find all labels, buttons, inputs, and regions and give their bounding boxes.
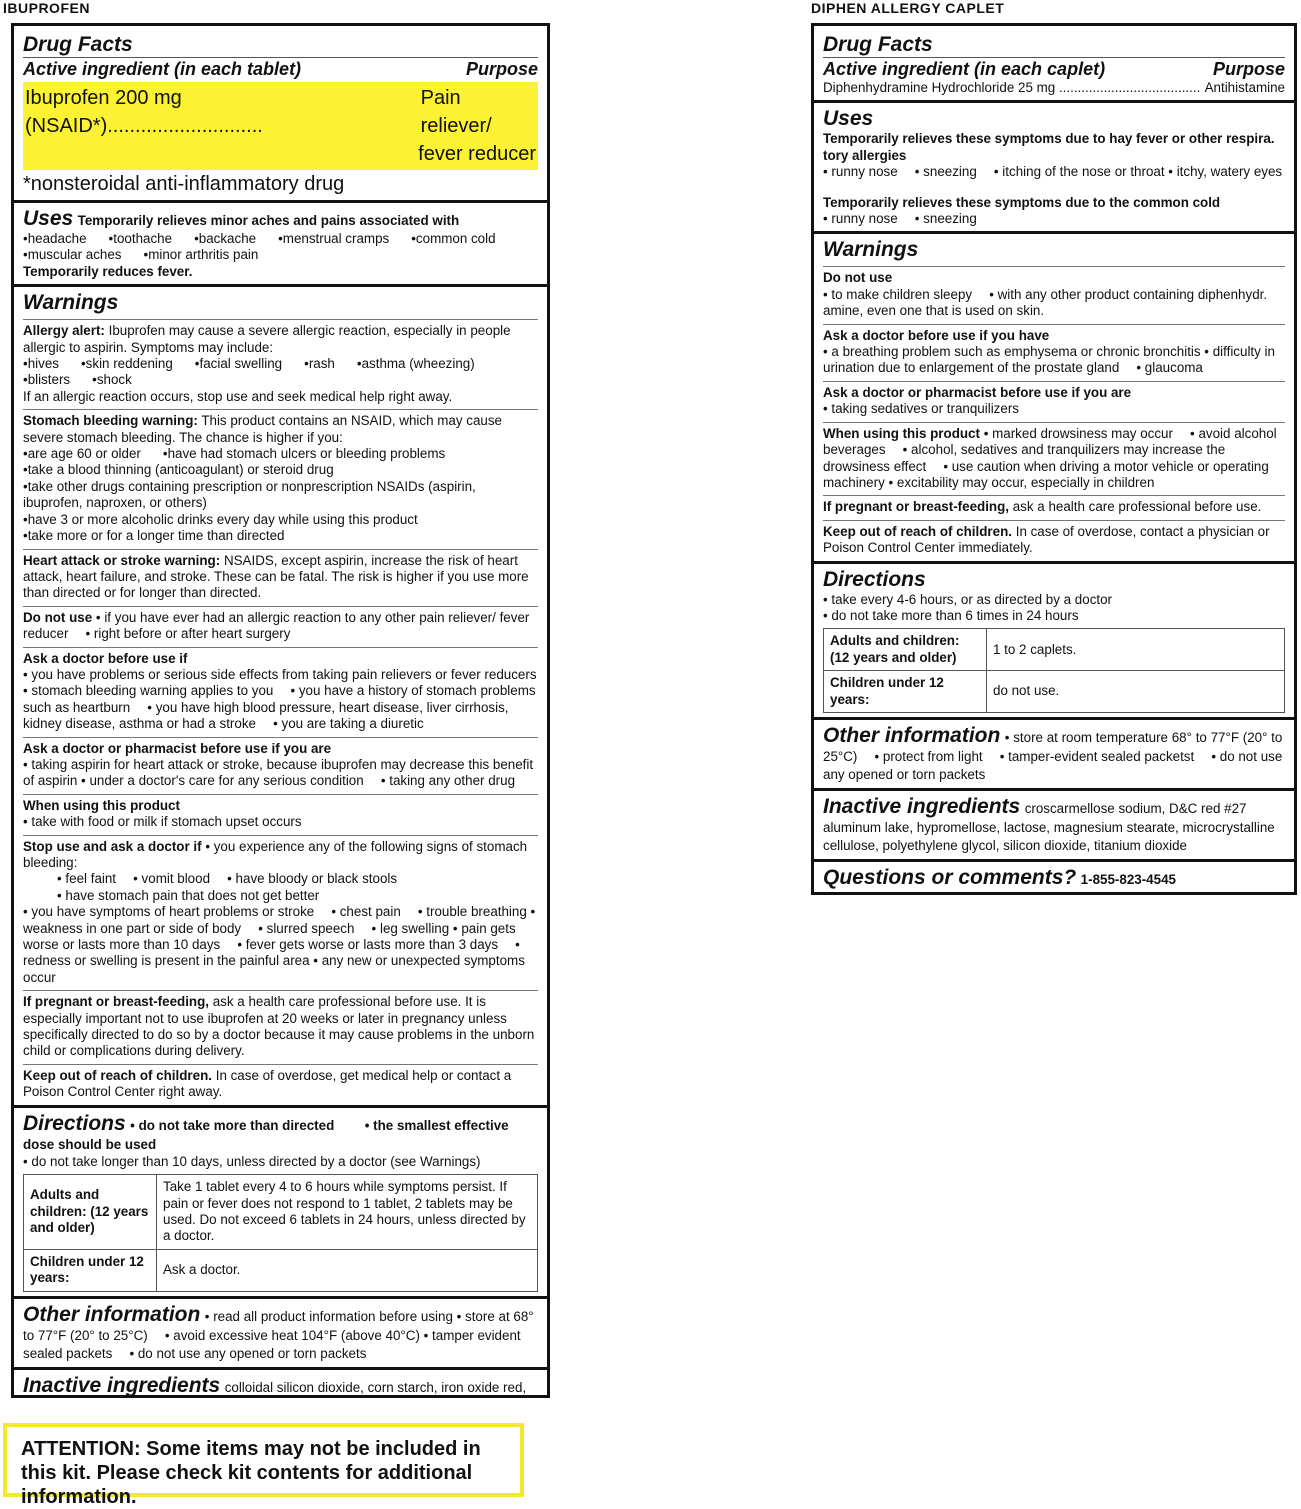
active-ingredient-header: Active ingredient (in each caplet) [823, 59, 1106, 79]
list-item: • rash [304, 356, 335, 372]
allergy-alert: Allergy alert: Ibuprofen may cause a severe allergic reaction, especially in people allergic to aspirin. Symptoms may include: • hives • skin reddening • facial swelling • rash • asthma (wheezing) • blisters • shock If an allergic reaction occurs, stop use and seek medical help right away. [23, 319, 538, 405]
purpose-line-2: fever reducer [418, 143, 536, 165]
list-item: • asthma (wheezing) [357, 356, 475, 372]
other-information-heading: Other information [823, 723, 1001, 747]
warnings-heading: Warnings [23, 291, 119, 315]
directions-heading: Directions [23, 1111, 126, 1135]
list-item: • have 3 or more alcoholic drinks every day while using this product [23, 512, 418, 528]
active-ingredient-line: Ibuprofen 200 mg (NSAID*)............................ [25, 87, 263, 137]
list-item: • menstrual cramps [278, 231, 389, 247]
list-item: • blisters [23, 372, 70, 388]
list-item: • take other drugs containing prescription or nonprescription NSAIDs (aspirin, ibuprofen, naproxen, or others) [23, 479, 516, 512]
do-not-use: Do not use • if you have ever had an allergic reaction to any other pain reliever/ fever reducer • right before or after heart surgery [23, 606, 538, 643]
inactive-ingredients-heading: Inactive ingredients [823, 794, 1021, 818]
nsaid-footnote: *nonsteroidal anti-inflammatory drug [23, 173, 345, 195]
other-information-heading: Other information [23, 1302, 201, 1326]
uses-section [14, 200, 547, 284]
directions-section: Directions • do not take more than directed • the smallest effective dose should be used • do not take longer than 10 days, unless directed by a doctor (see Warnings) Adults and children: (12 years and older) Take 1 tablet every 4 to 6 hours while symptoms persist. If pain or fever does not respond to 1 tablet, 2 tablets may be used. Do not exceed 6 tablets in 24 hours, unless directed by a doctor. Children under 12 years: Ask a doctor. [14, 1105, 547, 1296]
table-row: Adults and children: (12 years and older) Take 1 tablet every 4 to 6 hours while symptoms persist. If pain or fever does not respond to 1 tablet, 2 tablets may be used. Do not exceed 6 tablets in 24 hours, unless directed by a doctor. [24, 1175, 538, 1250]
product-label-ibuprofen: IBUPROFEN [3, 0, 90, 16]
table-row: Children under 12 years: do not use. [824, 671, 1285, 713]
ask-pharmacist: Ask a doctor or pharmacist before use if you are • taking sedatives or tranquilizers [823, 381, 1285, 418]
purpose-header: Purpose [465, 59, 538, 79]
list-item: • shock [92, 372, 132, 388]
keep-out-of-reach: Keep out of reach of children. In case of overdose, contact a physician or Poison Control Center immediately. [823, 520, 1285, 557]
list-item: • headache [23, 231, 87, 247]
directions-section: Directions • take every 4-6 hours, or as directed by a doctor • do not take more than 6 times in 24 hours Adults and children: (12 years and older) 1 to 2 caplets. Children under 12 years: do not use. [814, 561, 1294, 717]
uses-section: Uses Temporarily relieves these symptoms due to hay fever or other respira. tory allergies • runny nose • sneezing • itching of the nose or throat • itchy, watery eyes Temporarily relieves these symptoms due to the common cold • runny nose • sneezing [814, 100, 1294, 231]
drug-facts-title: Drug Facts [23, 33, 133, 56]
uses-heading: Uses [823, 107, 874, 131]
table-row: Adults and children: (12 years and older) 1 to 2 caplets. [824, 629, 1285, 671]
directions-heading: Directions [823, 567, 926, 591]
ibuprofen-drug-facts-panel [11, 23, 550, 1398]
list-item: • have had stomach ulcers or bleeding problems [163, 446, 445, 462]
list-item: • are age 60 or older [23, 446, 141, 462]
purpose-line-1: Pain reliever/ [420, 87, 492, 137]
keep-out-of-reach: Keep out of reach of children. In case of overdose, get medical help or contact a Poison Control Center right away. [23, 1064, 538, 1101]
pregnancy-warning: If pregnant or breast-feeding, ask a health care professional before use. It is especially important not to use ibuprofen at 20 weeks or later in pregnancy unless specifically directed to do so by a doctor because it may cause problems in the unborn child or complications during delivery. [23, 990, 538, 1060]
ask-doctor: Ask a doctor before use if • you have problems or serious side effects from taking pain relievers or fever reducers • stomach bleeding warning applies to you • you have a history of stomach problems such as heartburn • you have high blood pressure, heart disease, liver cirrhosis, kidney disease, asthma or had a stroke • you are taking a diuretic [23, 647, 538, 733]
list-item: • common cold [411, 231, 495, 247]
active-ingredient-line: Diphenhydramine Hydrochloride 25 mg ...................................... [823, 80, 1201, 95]
product-label-diphen: DIPHEN ALLERGY CAPLET [811, 0, 1005, 16]
list-item: • hives [23, 356, 59, 372]
stop-use: Stop use and ask a doctor if • you experience any of the following signs of stomach bleeding: • feel faint • vomit blood • have bloody or black stools • have stomach pain that does not get better • you have symptoms of heart problems or stroke • chest pain • trouble breathing • weakness in one part or side of body • slurred speech • leg swelling • pain gets worse or lasts more than 10 days • fever gets worse or lasts more than 3 days • redness or swelling is present in the painful area • any new or unexpected symptoms occur [23, 835, 538, 987]
list-item: • facial swelling [195, 356, 282, 372]
purpose-header: Purpose [1212, 59, 1285, 79]
list-item: • skin reddening [81, 356, 173, 372]
questions-section [814, 859, 1294, 894]
active-ingredient-section [814, 29, 1294, 100]
warnings-section [14, 284, 547, 1104]
uses-heading: Uses [23, 207, 74, 230]
do-not-use: Do not use • to make children sleepy • with any other product containing diphenhydr. amine, even one that is used on skin. [823, 266, 1285, 319]
active-ingredient-section [14, 29, 547, 200]
inactive-ingredients-heading: Inactive ingredients [23, 1373, 221, 1397]
diphen-drug-facts-panel [811, 23, 1297, 895]
ask-doctor: Ask a doctor before use if you have • a breathing problem such as emphysema or chronic bronchitis • difficulty in urination due to enlargement of the prostate gland • glaucoma [823, 324, 1285, 377]
active-ingredient-header: Active ingredient (in each tablet) [23, 59, 302, 79]
active-ingredient-highlight [23, 82, 538, 170]
questions-heading: Questions or comments? [823, 865, 1077, 889]
list-item: • muscular aches [23, 247, 121, 263]
purpose-line: Antihistamine [1204, 80, 1285, 95]
list-item: • take a blood thinning (anticoagulant) or steroid drug [23, 462, 334, 478]
list-item: • minor arthritis pain [143, 247, 258, 263]
uses-list [23, 231, 538, 264]
when-using: When using this product • take with food or milk if stomach upset occurs [23, 794, 538, 831]
list-item: • take more or for a longer time than directed [23, 528, 285, 544]
uses-intro: Temporarily relieves minor aches and pains associated with [77, 213, 460, 228]
dosage-table [23, 1174, 538, 1291]
inactive-ingredients-section: Inactive ingredients colloidal silicon dioxide, corn starch, iron oxide red, [14, 1367, 547, 1398]
pregnancy-warning: If pregnant or breast-feeding, ask a health care professional before use. [823, 495, 1285, 515]
heart-attack-warning: Heart attack or stroke warning: NSAIDS, except aspirin, increase the risk of heart attack, heart failure, and stroke. These can be fatal. The risk is higher if you use more than directed or for longer than directed. [23, 549, 538, 602]
phone-number: 1-855-823-4545 [1080, 871, 1176, 887]
list-item: • backache [194, 231, 256, 247]
list-item: • toothache [109, 231, 173, 247]
ask-pharmacist: Ask a doctor or pharmacist before use if you are • taking aspirin for heart attack or stroke, because ibuprofen may decrease this benefit of aspirin • under a doctor's care for any serious condition • taking any other drug [23, 737, 538, 790]
inactive-ingredients-section: Inactive ingredients croscarmellose sodium, D&C red #27 aluminum lake, hypromellose, lactose, magnesium stearate, microcrystalline cellulose, polyethylene glycol, silicon dioxide, titanium dioxide [814, 788, 1294, 859]
warnings-section [814, 231, 1294, 560]
when-using: When using this product • marked drowsiness may occur • avoid alcohol beverages • alcohol, sedatives and tranquilizers may increase the drowsiness effect • use caution when driving a motor vehicle or operating machinery • excitability may occur, especially in children [823, 422, 1285, 492]
uses-fever: Temporarily reduces fever. [23, 263, 193, 279]
stomach-bleeding-warning: Stomach bleeding warning: This product contains an NSAID, which may cause severe stomach bleeding. The chance is higher if you: • are age 60 or older • have had stomach ulcers or bleeding problems • take a blood thinning (anticoagulant) or steroid drug • take other drugs containing prescription or nonprescription NSAIDs (aspirin, ibuprofen, naproxen, or others) • have 3 or more alcoholic drinks every day while using this product • take more or for a longer time than directed [23, 409, 538, 544]
other-information-section: Other information • store at room temperature 68° to 77°F (20° to 25°C) • protect from light • tamper-evident sealed packetst • do not use any opened or torn packets [814, 717, 1294, 788]
drug-facts-title: Drug Facts [823, 33, 933, 56]
table-row: Children under 12 years: Ask a doctor. [24, 1249, 538, 1291]
other-information-section: Other information • read all product information before using • store at 68° to 77°F (20° to 25°C) • avoid excessive heat 104°F (above 40°C) • tamper evident sealed packets • do not use any opened or torn packets [14, 1296, 547, 1367]
attention-notice: ATTENTION: Some items may not be included in this kit. Please check kit contents for additional information. [3, 1423, 524, 1497]
dosage-table [823, 628, 1285, 713]
warnings-heading: Warnings [823, 238, 919, 262]
